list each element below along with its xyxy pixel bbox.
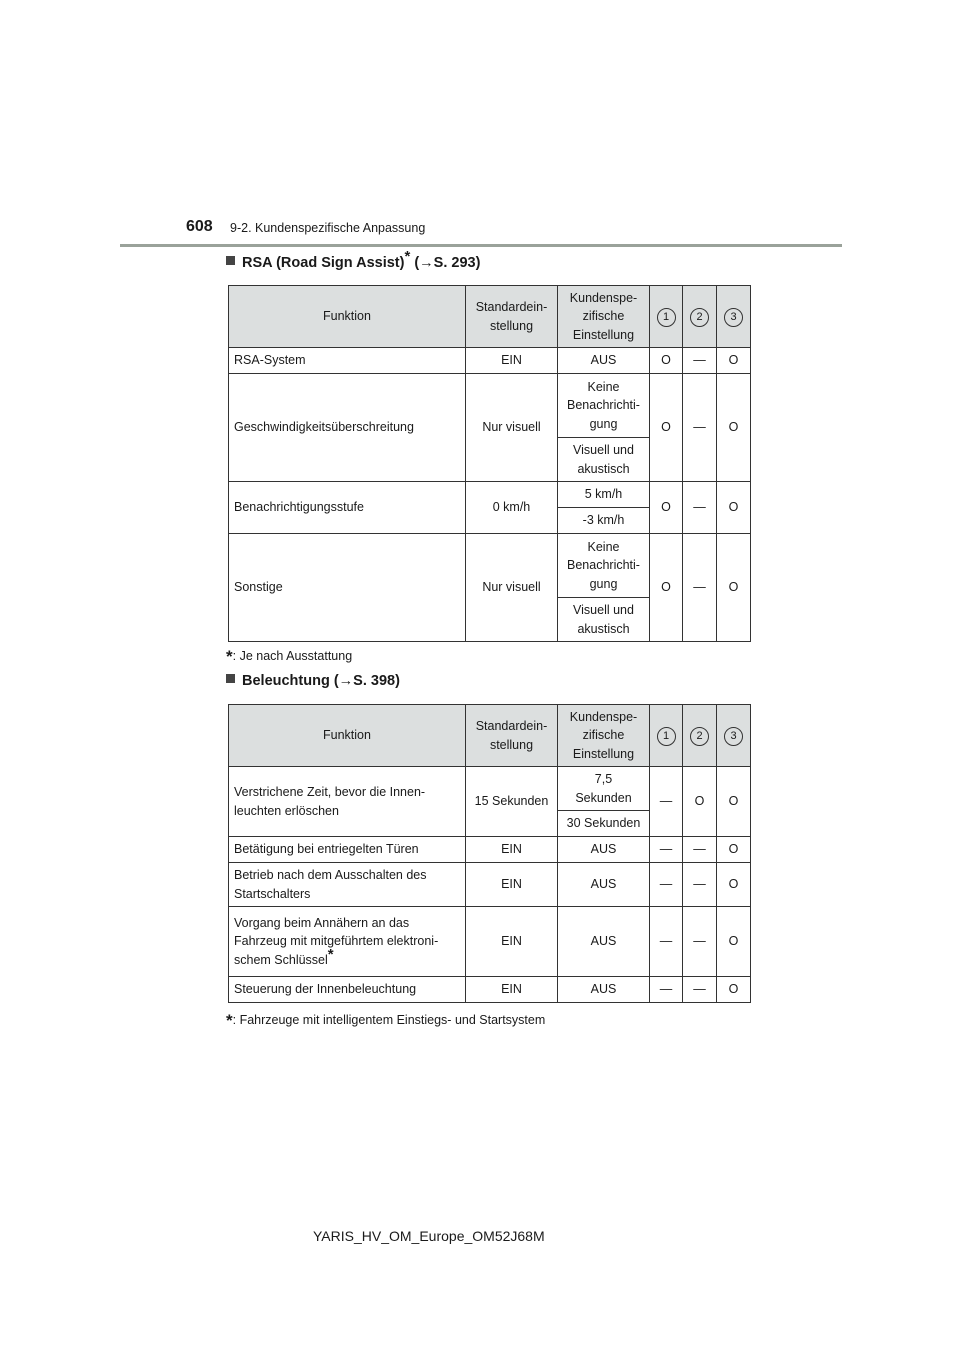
header-rule [120, 244, 842, 247]
funktion-cell: Vorgang beim Annähern an das Fahrzeug mit mitgeführtem elektroni- schem Schlüssel* [229, 907, 466, 977]
header-circle-2 [683, 705, 717, 767]
section-heading-beleuchtung [226, 673, 400, 689]
standard-cell: Nur visuell [466, 374, 558, 482]
mark-cell: O [650, 482, 683, 534]
mark-cell: — [683, 837, 717, 863]
beleuchtung-table [228, 704, 751, 1003]
custom-cell: -3 km/h [558, 508, 650, 534]
funktion-cell: Sonstige [229, 534, 466, 642]
footnote-marker: * [404, 248, 411, 266]
mark-cell: O [650, 374, 683, 482]
footnote-star: * [226, 1011, 233, 1030]
mark-cell: O [717, 837, 751, 863]
section-title: Beleuchtung [242, 673, 330, 689]
table-row [229, 348, 751, 374]
square-bullet-icon [226, 256, 235, 265]
table-row [229, 374, 751, 438]
mark-cell: — [650, 907, 683, 977]
funktion-cell: Geschwindigkeitsüberschreitung [229, 374, 466, 482]
section-title: RSA (Road Sign Assist) [242, 255, 405, 271]
custom-cell: Keine Benachrichti- gung [558, 534, 650, 598]
custom-cell: 5 km/h [558, 482, 650, 508]
table-row [229, 767, 751, 811]
section-heading-rsa [226, 248, 481, 271]
mark-cell: O [717, 482, 751, 534]
table-row [229, 863, 751, 907]
mark-cell: O [650, 534, 683, 642]
custom-cell: Keine Benachrichti- gung [558, 374, 650, 438]
mark-cell: — [650, 977, 683, 1003]
custom-cell: AUS [558, 348, 650, 374]
chapter-title: 9-2. Kundenspezifische Anpassung [230, 221, 426, 235]
table-row [229, 837, 751, 863]
mark-cell: O [717, 977, 751, 1003]
page-reference: (→S. 398) [333, 673, 400, 689]
custom-cell: Visuell und akustisch [558, 438, 650, 482]
header-funktion: Funktion [229, 286, 466, 348]
mark-cell: — [650, 863, 683, 907]
custom-cell: AUS [558, 977, 650, 1003]
mark-cell: O [717, 348, 751, 374]
funktion-cell: Verstrichene Zeit, bevor die Innen- leuchten erlöschen [229, 767, 466, 837]
custom-cell: 30 Sekunden [558, 811, 650, 837]
rsa-table [228, 285, 751, 642]
standard-cell: 0 km/h [466, 482, 558, 534]
table-row [229, 907, 751, 977]
mark-cell: — [683, 534, 717, 642]
square-bullet-icon [226, 674, 235, 683]
funktion-cell: Betrieb nach dem Ausschalten des Startschalters [229, 863, 466, 907]
mark-cell: O [717, 767, 751, 837]
mark-cell: O [717, 907, 751, 977]
funktion-cell: Steuerung der Innenbeleuchtung [229, 977, 466, 1003]
funktion-cell: RSA-System [229, 348, 466, 374]
standard-cell: EIN [466, 863, 558, 907]
header-circle-1 [650, 705, 683, 767]
mark-cell: — [683, 482, 717, 534]
funktion-cell: Benachrichtigungsstufe [229, 482, 466, 534]
circle-1-icon: 1 [657, 308, 676, 327]
mark-cell: — [683, 348, 717, 374]
custom-cell: AUS [558, 863, 650, 907]
circle-1-icon: 1 [657, 727, 676, 746]
footnote-text: : Je nach Ausstattung [232, 649, 353, 663]
mark-cell: O [717, 534, 751, 642]
standard-cell: EIN [466, 348, 558, 374]
mark-cell: O [650, 348, 683, 374]
table-row [229, 534, 751, 598]
header-circle-3 [717, 705, 751, 767]
custom-cell: AUS [558, 907, 650, 977]
footnote-text: : Fahrzeuge mit intelligentem Einstiegs- und Startsystem [232, 1013, 546, 1027]
standard-cell: EIN [466, 837, 558, 863]
header-circle-3 [717, 286, 751, 348]
custom-cell: AUS [558, 837, 650, 863]
header-custom: Kundenspe- zifische Einstellung [558, 705, 650, 767]
footnote-rsa [226, 647, 352, 667]
mark-cell: — [683, 977, 717, 1003]
mark-cell: — [683, 907, 717, 977]
footnote-marker: * [327, 945, 334, 963]
custom-cell: 7,5 Sekunden [558, 767, 650, 811]
standard-cell: EIN [466, 977, 558, 1003]
header-funktion: Funktion [229, 705, 466, 767]
header-custom: Kundenspe- zifische Einstellung [558, 286, 650, 348]
standard-cell: 15 Sekunden [466, 767, 558, 837]
page-reference: (→S. 293) [414, 255, 481, 271]
mark-cell: O [717, 374, 751, 482]
table-header-row [229, 705, 751, 767]
mark-cell: — [683, 863, 717, 907]
mark-cell: — [650, 767, 683, 837]
standard-cell: Nur visuell [466, 534, 558, 642]
page-number: 608 [186, 218, 213, 235]
mark-cell: O [717, 863, 751, 907]
footnote-beleuchtung [226, 1011, 545, 1031]
mark-cell: — [650, 837, 683, 863]
document-id: YARIS_HV_OM_Europe_OM52J68M [313, 1228, 545, 1244]
custom-cell: Visuell und akustisch [558, 598, 650, 642]
circle-2-icon: 2 [690, 727, 709, 746]
funktion-cell: Betätigung bei entriegelten Türen [229, 837, 466, 863]
header-circle-1 [650, 286, 683, 348]
table-header-row [229, 286, 751, 348]
table-row [229, 977, 751, 1003]
circle-2-icon: 2 [690, 308, 709, 327]
circle-3-icon: 3 [724, 727, 743, 746]
standard-cell: EIN [466, 907, 558, 977]
header-standard: Standardein- stellung [466, 286, 558, 348]
footnote-star: * [226, 647, 233, 666]
circle-3-icon: 3 [724, 308, 743, 327]
mark-cell: O [683, 767, 717, 837]
mark-cell: — [683, 374, 717, 482]
table-row [229, 482, 751, 508]
header-standard: Standardein- stellung [466, 705, 558, 767]
header-circle-2 [683, 286, 717, 348]
